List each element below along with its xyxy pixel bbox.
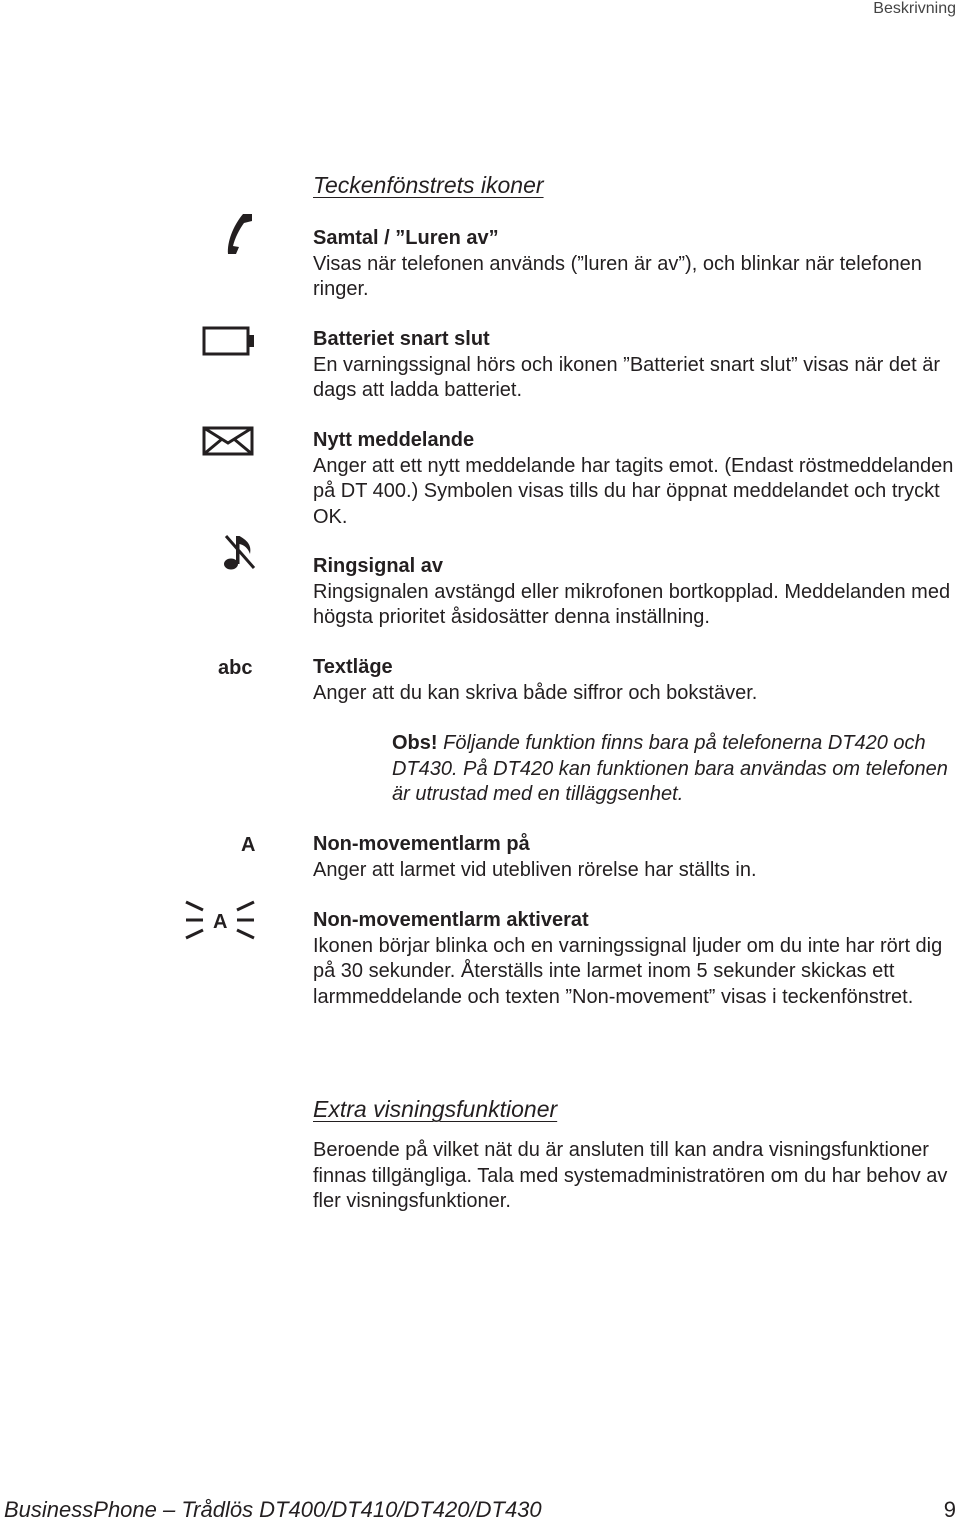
entry-text: Anger att ett nytt meddelande har tagits emot. (Endast röstmeddelanden på DT 400.) Symbolen visas tills du har öppnat meddelandet och tryckt OK. [313, 454, 954, 528]
section-title-extra: Extra visningsfunktioner [313, 1096, 558, 1122]
phone-handset-icon [225, 212, 255, 256]
header-label: Beskrivning [873, 0, 956, 17]
entry-text: Ringsignalen avstängd eller mikrofonen bortkopplad. Meddelanden med högsta prioritet åsidosätter denna inställning. [313, 580, 951, 628]
entry-alarm-on [313, 832, 958, 883]
note-label: Obs! [392, 732, 438, 754]
extra-functions-text: Beroende på vilket nät du är ansluten till kan andra visningsfunktioner finnas tillgängliga. Tala med systemadministratören om du har behov av fler visningsfunktioner. [313, 1139, 948, 1212]
entry-title: Non-movementlarm aktiverat [313, 909, 589, 931]
muted-note-icon [222, 532, 258, 572]
page-number: 9 [943, 1497, 956, 1522]
alarm-activated-icon [183, 896, 207, 940]
entry-title: Ringsignal av [313, 555, 444, 577]
entry-text-mode [313, 655, 958, 706]
note-text: Följande funktion finns bara på telefonerna DT420 och DT430. På DT420 kan funktionen bara användas om telefonen är utrustad med en tilläggsenhet. [392, 732, 948, 805]
envelope-icon [202, 426, 254, 456]
text-mode-icon: abc [218, 657, 253, 679]
entry-text: Anger att du kan skriva både siffror och bokstäver. [313, 681, 758, 704]
entry-text: En varningssignal hörs och ikonen ”Batteriet snart slut” visas när det är dags att ladda batteriet. [313, 353, 940, 401]
battery-low-icon [202, 326, 256, 356]
entry-text: Visas när telefonen används (”luren är av”), och blinkar när telefonen ringer. [313, 252, 922, 300]
entry-battery [313, 327, 958, 404]
entry-phone [313, 226, 958, 303]
entry-text: Ikonen börjar blinka och en varningssignal ljuder om du inte har rört dig på 30 sekunder. Återställs inte larmet inom 5 sekunder skickas ett larmmeddelande och texten ”Non-movement” visas i teckenfönstret. [313, 934, 943, 1008]
entry-title: Samtal / ”Luren av” [313, 227, 499, 249]
entry-alarm-activated [313, 908, 958, 1010]
alarm-activated-letter: A [213, 911, 228, 933]
entry-title: Batteriet snart slut [313, 328, 490, 350]
alarm-on-icon: A [241, 834, 256, 856]
entry-title: Non-movementlarm på [313, 833, 530, 855]
entry-ringer-off [313, 554, 958, 631]
section-title-icons: Teckenfönstrets ikoner [313, 172, 544, 198]
entry-text: Anger att larmet vid utebliven rörelse har ställts in. [313, 858, 757, 881]
footer-title: BusinessPhone – Trådlös DT400/DT410/DT420/DT430 [4, 1497, 542, 1522]
note [392, 731, 952, 808]
entry-title: Nytt meddelande [313, 429, 475, 451]
alarm-rays-right-icon [233, 896, 257, 940]
entry-title: Textläge [313, 656, 393, 678]
entry-message [313, 428, 958, 530]
